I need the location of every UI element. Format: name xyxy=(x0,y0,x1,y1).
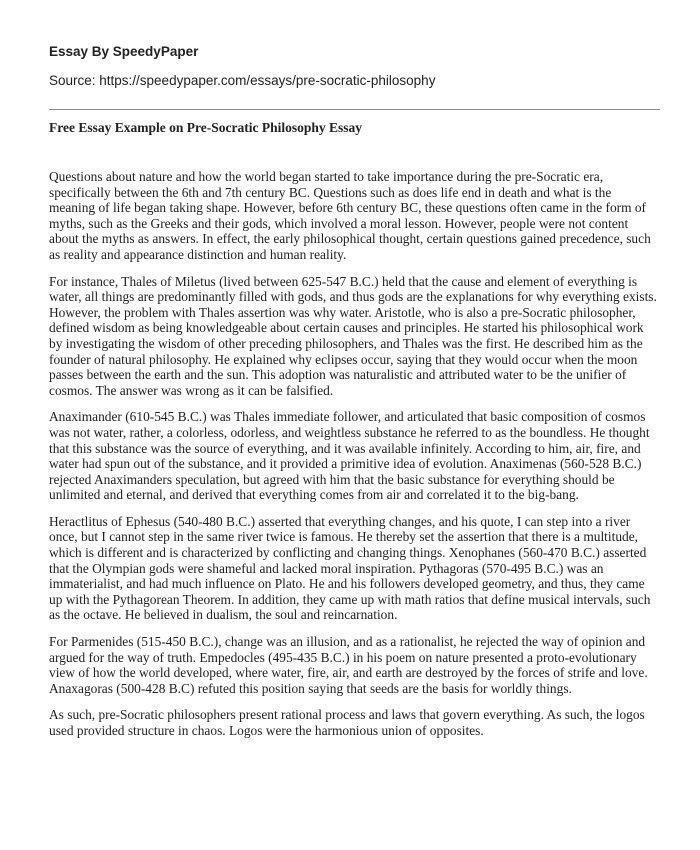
essay-paragraph: For Parmenides (515-450 B.C.), change was an illusion, and as a rationalist, he rejected the way of opinion and argued for the way of truth. Empedocles (495-435 B.C.) in his poem on nature presented a proto-evolutionary view of how the world developed, where water, fire, air, and earth are destroyed by the forces of strife and love. Anaxagoras (500-428 B.C) refuted this position saying that seeds are the basis for worldly things. xyxy=(49,634,648,696)
essay-paragraph: As such, pre-Socratic philosophers present rational process and laws that govern everything. As such, the logos used provided structure in chaos. Logos were the harmonious union of opposites. xyxy=(49,707,645,738)
essay-paragraph: For instance, Thales of Miletus (lived between 625-547 B.C.) held that the cause and element of everything is water, all things are predominantly filled with gods, and thus gods are the explanations for why everything exists. However, the problem with Thales assertion was why water. Aristotle, who is also a pre-Socratic philosopher, defined wisdom as being knowledgeable about certain causes and principles. He started his philosophical work by investigating the wisdom of other preceding philosophers, and Thales was the first. He described him as the founder of natural philosophy. He explained why eclipses occur, saying that they would occur when the moon passes between the earth and the sun. This adoption was naturalistic and attributed water to be the unifier of cosmos. The answer was wrong as it can be falsified. xyxy=(49,273,657,398)
essay-paragraph: Anaximander (610-545 B.C.) was Thales immediate follower, and articulated that basic composition of cosmos was not water, rather, a colorless, odorless, and weightless substance he referred to as the boundless. He thought that this substance was the source of everything, and it was available infinitely. According to him, air, fire, and water had spun out of the substance, and it provided a primitive idea of evolution. Anaximenas (560-528 B.C.) rejected Anaximanders speculation, but agreed with him that the basic substance for everything should be unlimited and eternal, and derived that everything comes from air and correlated it to the big-bang. xyxy=(49,409,650,503)
essay-paragraph: Heractlitus of Ephesus (540-480 B.C.) asserted that everything changes, and his quote, I can step into a river once, but I cannot step in the same river twice is famous. He thereby set the assertion that there is a multitude, which is different and is characterized by conflicting and changing things. Xenophanes (560-470 B.C.) asserted that the Olympian gods were shameful and lacked moral inspiration. Pythagoras (570-495 B.C.) was an immaterialist, and had much influence on Plato. He and his followers developed geometry, and thus, they came up with the Pythagorean Theorem. In addition, they came up with math ratios that define musical intervals, such as the octave. He believed in dualism, the soul and reincarnation. xyxy=(49,513,651,623)
header-divider xyxy=(49,109,660,110)
essay-title: Free Essay Example on Pre-Socratic Philosophy Essay xyxy=(49,120,362,135)
essay-body xyxy=(49,169,660,750)
document-source-line: Source: https://speedypaper.com/essays/pre-socratic-philosophy xyxy=(49,73,436,88)
document-header-title: Essay By SpeedyPaper xyxy=(49,44,199,59)
essay-paragraph: Questions about nature and how the world began started to take importance during the pre-Socratic era, specifically between the 6th and 7th century BC. Questions such as does life end in death and what is the meaning of life began taking shape. However, before 6th century BC, these questions often came in the form of myths, such as the Greeks and their gods, which involved a moral lesson. However, people were not content about the myths as answers. In effect, the early philosophical thought, certain questions gained precedence, such as reality and appearance distinction and human reality. xyxy=(49,169,651,262)
